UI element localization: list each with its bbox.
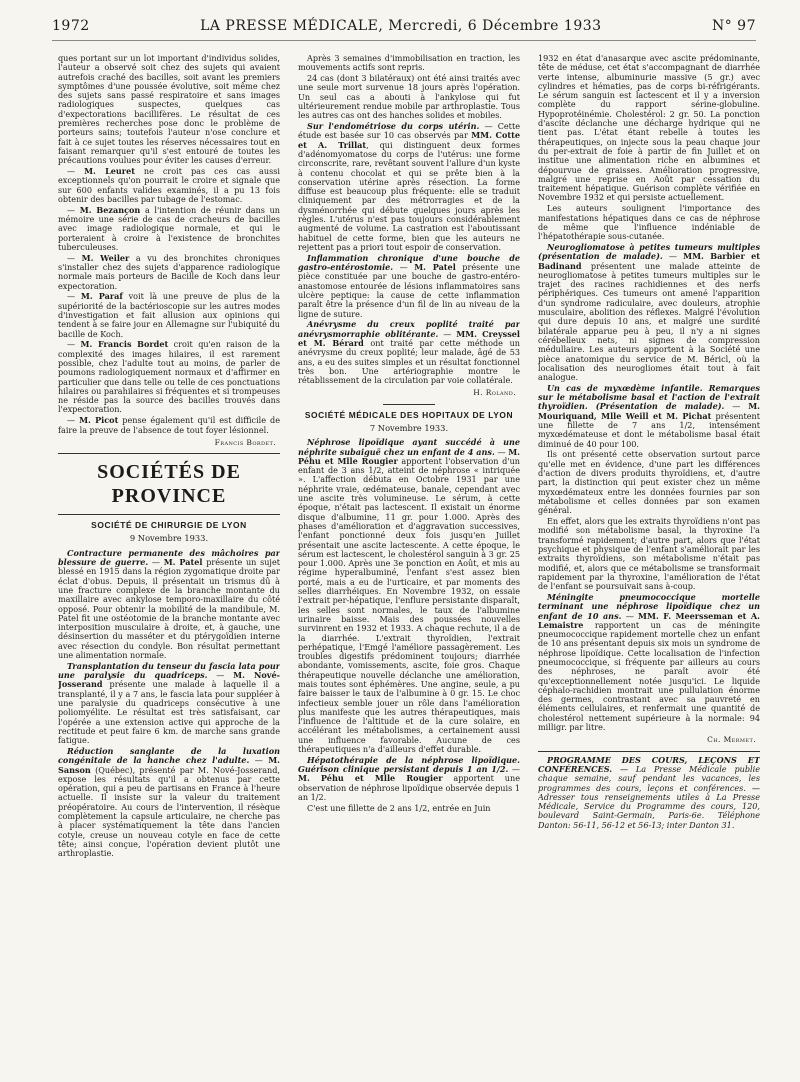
journal-title-line: [200, 18, 601, 34]
issue-date: Mercredi, 6 Décembre 1933: [388, 18, 602, 34]
paragraph: — M. Bezançon a l'intention de réunir dans un mémoire une série de cas de cracheurs de bacilles avec image radiologique normale, et qui le porteraient à croire à l'existence de bronchites tuberculeuses.: [58, 204, 280, 252]
section-rule: [58, 514, 280, 515]
section-rule: [58, 453, 280, 454]
issue-number: N° 97: [711, 18, 756, 34]
paragraph: — M. Leuret ne croit pas ces cas aussi exceptionnels qu'on pourrait le croire et signale que sur 600 enfants valides examinés, il a pu 13 fois obtenir des bacilles par tubage de l'estomac.: [58, 166, 280, 204]
column-1: [58, 54, 280, 1074]
article-entry: Neurogliomatose à petites tumeurs multiples (présentation de malade). — MM. Barbier et Badinand présentent une malade atteinte de neurogliomatose à petites tumeurs multiples sur le trajet des racines rachidiennes et des nerfs périphériques. Ces tumeurs ont amené l'apparition d'un syndrome radiculaire, avec douleurs, atrophie musculaire, abolition des réflexes. Malgré l'évolution qui dure depuis 10 ans, et malgré une surdité bilatérale apparue peu à peu, il n'y a ni signes cérébelleux nets, ni signes de compression médullaire. Les auteurs apportent à la Société une pièce anatomique du service de M. Béricl, où la localisation des neurogliomes était tout à fait analogue.: [538, 241, 760, 383]
article-entry: Anévrysme du creux poplité traité par anévrysmorraphie oblitérante. — MM. Creyssel et M. Bérard ont traité par cette méthode un anévrysme du creux poplité; leur malade, âgé de 53 ans, a eu des suites simples et un résultat fonctionnel très bon. Une artériographie montre le rétablissement de la circulation par voie collatérale.: [298, 319, 520, 386]
page-header: [52, 18, 756, 41]
article-entry: Hépatothérapie de la néphrose lipoïdique. Guérison clinique persistant depuis 1 an 1/2. — M. Péhu et Mlle Rougier apportent une observation de néphrose lipoïdique observée depuis 1 an 1/2.: [298, 754, 520, 803]
journal-title: LA PRESSE MÉDICALE,: [200, 18, 384, 34]
paragraph: Ils ont présenté cette observation surtout parce qu'elle met en évidence, d'une part les différences d'action de divers produits thyroïdiens, et, d'autre part, la distinction qui peut exister chez un même myxœdémateux entre les données fournies par son métabolisme et celles données par son examen général.: [538, 449, 760, 516]
page-number: 1972: [52, 18, 90, 34]
paragraph: Après 3 semaines d'immobilisation en traction, les mouvements actifs sont repris.: [298, 54, 520, 73]
article-entry: Inflammation chronique d'une bouche de gastro-entérostomie. — M. Patel présente une pièce constituée par une bouche de gastro-entéro-anastomose entourée de lésions inflammatoires sans ulcère peptique: la cause de cette inflammation paraît être la présence d'un fil de lin au niveau de la ligne de suture.: [298, 252, 520, 319]
column-3: [538, 54, 760, 1074]
article-entry: Sur l'endométriose du corps utérin. — Cette étude est basée sur 10 cas observés par MM. Cotte et A. Trillat, qui distinguent deux formes d'adénomyomatose du corps de l'utérus: une forme circonscrite, rare, revêtant souvent l'allure d'un kyste à contenu chocolat et qui se prête bien à la conservation utérine après résection. La forme diffuse est beaucoup plus fréquente: elle se traduit cliniquement par des métrorragies et de la dysménorrhée qui débute quelques jours après les règles. L'utérus n'est pas toujours considérablement augmenté de volume. La castration est l'aboutissant habituel de cette forme, bien que les auteurs ne rejettent pas a priori tout espoir de conservation.: [298, 121, 520, 252]
program-notice-text: PROGRAMME DES COURS, LEÇONS ET CONFÉRENCES. — La Presse Médicale publie chaque semaine, sauf pendant les vacances, les programmes des cours, leçons et conférences. — Adresser tous renseignements utiles à La Presse Médicale, Service du Programme des cours, 120, boulevard Saint-Germain, Paris-6e. Téléphone Danton: 56-11, 56-12 et 56-13; inter Danton 31.: [538, 754, 760, 830]
paragraph: Les auteurs soulignent l'importance des manifestations hépatiques dans ce cas de néphrose de même que l'influence indéniable de l'hépatothérapie sous-cutanée.: [538, 203, 760, 242]
paragraph: C'est une fillette de 2 ans 1/2, entrée en Juin: [307, 802, 491, 813]
paragraph: 24 cas (dont 3 bilatéraux) ont été ainsi traités avec une seule mort survenue 18 jours après l'opération. Un seul cas a abouti à l'ankylose qui fut ultérieurement rendue mobile par arthroplastie. Tous les autres cas ont des hanches solides et mobiles.: [298, 73, 520, 121]
session-date: 9 Novembre 1933.: [129, 533, 209, 544]
article-entry: Méningite pneumococcique mortelle terminant une néphrose lipoïdique chez un enfant de 10 ans. — MM. F. Meersseman et A. Lemaistre rapportent un cas de méningite pneumococcique rapidement mortelle chez un enfant de 10 ans présentant depuis six mois un syndrome de néphrose lipoïdique. Cette localisation de l'infection pneumococcique, si fréquente par ailleurs au cours des néphroses, ne paraît avoir été qu'exceptionnellement notée jusqu'ici. Le liquide céphalo-rachidien montrait une pullulation énorme des germes, contrastant avec sa pauvreté en éléments cellulaires, et renfermait une quantité de cholestérol nettement supérieure à la normale: 94 milligr. par litre.: [538, 591, 760, 733]
program-notice: [538, 751, 760, 830]
session-date: 7 Novembre 1933.: [369, 422, 449, 433]
column-2: [298, 54, 520, 1074]
paragraph: — M. Francis Bordet croit qu'en raison de la complexité des images hilaires, il est rarement possible, chez l'adulte tout au moins, de parler de poumons radiologiquement normaux et d'affirmer en particulier que dans telle ou telle de ces ponctuations hilaires ou parahilaires si fréquentes et si trompeuses ne réside pas la source des bacilles trouvés dans l'expectoration.: [58, 339, 280, 415]
paragraph: En effet, alors que les extraits thyroïdiens n'ont pas modifié son métabolisme basal, la thyroxine l'a transformé rapidement; d'autre part, alors que l'état psychique et physique de l'enfant s'améliorait par les extraits thyroïdiens, son métabolisme n'était pas modifié, et, alors que ce métabolisme se transformait rapidement par la thyroxine, l'amélioration de l'état de l'enfant se poursuivait sans à-coup.: [538, 516, 760, 592]
paragraph: 1932 en état d'anasarque avec ascite prédominante, tête de méduse, cet état s'accompagnant de diarrhée verte intense, albuminurie massive (5 gr.) avec cylindres et hématies, pas de corps bi-réfrigérants. Le sérum sanguin est lactescent et il y a inversion complète du rapport sérine-globuline. Hypoprotéinémie. Cholestérol: 2 gr. 50. La ponction d'ascite déclanche une décharge hydrique qui ne tient pas. L'état étant rebelle à toutes les thérapeutiques, on injecte sous la peau chaque jour du per-extrait de foie à partir de fin Juillet et on institue une alimentation riche en albumines et dépourvue de graisses. Amélioration progressive, malgré une reprise en Août par cessation du traitement hépatique. Guérison complète vérifiée en Novembre 1932 et qui persiste actuellement.: [538, 54, 760, 203]
section-heading: SOCIÉTÉS DE PROVINCE: [97, 461, 241, 508]
paragraph: — M. Paraf voit là une preuve de plus de la supériorité de la bactérioscopie sur les autres modes d'investigation et fait allusion aux opinions qui tendent à se faire jour en Allemagne sur l'ubiquité du bacille de Koch.: [58, 291, 280, 339]
article-entry: Contracture permanente des mâchoires par blessure de guerre. — M. Patel présente un sujet blessé en 1915 dans la région zygomatique droite par éclat d'obus. Depuis, il présentait un trismus dû à une fracture complexe de la branche montante du maxillaire avec ankylose temporo-maxillaire du côté opposé. Pour obtenir la mobilité de la mandibule, M. Patel fit une ostéotomie de la branche montante avec interposition musculaire à droite, et, à gauche, une désinsertion du masséter et du ptérygoïdien interne avec résection du condyle. Bon résultat permettant une alimentation normale.: [58, 547, 280, 661]
article-entry: Transplantation du tenseur du fascia lata pour une paralysie du quadriceps. — M. Nové-Josserand présente une malade à laquelle il a transplanté, il y a 7 ans, le fascia lata pour suppléer à une paralysie du quadriceps consécutive à une poliomyélite. Le résultat est très satisfaisant, car l'opérée a une extension active qui approche de la rectitude et peut faire 6 km. de marche sans grande fatigue.: [58, 660, 280, 746]
article-entry: Réduction sanglante de la luxation congénitale de la hanche chez l'adulte. — M. Sanson (Québec), présenté par M. Nové-Josserand, expose les résultats qu'il a obtenus par cette opération, qui a peu de partisans en France à l'heure actuelle. Il insiste sur la valeur du traitement préopératoire. Au cours de l'intervention, il résèque complètement la capsule articulaire, ne cherche pas à placer systématiquement la tête dans l'ancien cotyle, creuse un nouveau cotyle en face de cette tête; ainsi conçue, l'opération devient plutôt une arthroplastie.: [58, 746, 280, 859]
author-signature: H. Roland.: [473, 388, 516, 398]
article-entry: Néphrose lipoïdique ayant succédé à une néphrite subaiguë chez un enfant de 4 ans. — M. Péhu et Mlle Rougier apportent l'observation d'un enfant de 3 ans 1/2, atteint de néphrose « intriquée ». L'affection débuta en Octobre 1931 par une néphrite vraie, œdémateuse, banale, cependant avec une ascite très volumineuse. Le sérum, à cette époque, n'était pas lactescent. Il existait un énorme disque d'albumine, 11 gr. pour 1.000. Après des phases d'amélioration et d'aggravation successives, l'enfant ponctionné deux fois jusqu'en Juillet présentait une ascite lactescente. A cette époque, le sérum est lactescent, le cholestérol sanguin à 3 gr. 25 pour 1.000. Après une 3e ponction en Août, et mis au régime hyperalbuminé, l'enfant s'est assez bien porté, mais a eu de l'urticaire, et par moments des selles diarrhéiques. En Novembre 1932, on essaie l'extrait per-hépatique, l'enflure persistante disparaît, les selles sont normales, le taux de l'albumine urinaire baisse. Mais des poussées nouvelles survinrent en 1932 et 1933. A chaque rechute, il a de la diarrhée. L'extrait thyroïdien, l'extrait perhépatique, l'Emgé l'améliore passagèrement. Les troubles digestifs prédominent toujours; diarrhée abondante, vomissements, ascite, foie gros. Chaque thérapeutique nouvelle déclanche une amélioration, mais toutes sont éphémères. Une angine, seule, a pu faire baisser le taux de l'albumine à 0 gr. 15. Le choc infectieux semble jouer un rôle dans l'amélioration plus manifeste que les autres thérapeutiques, mais l'influence de l'altitude et de la cure solaire, en accélérant les métabolismes, a certainement aussi une influence favorable. Aucune de ces thérapeutiques n'a d'ailleurs d'effet durable.: [298, 437, 520, 755]
author-signature: Francis Bordet.: [214, 437, 276, 447]
author-signature: Ch. Mermet.: [707, 735, 756, 745]
paragraph: ques portant sur un lot important d'individus solides, l'auteur a observé soit chez des sujets qui avaient autrefois craché des bacilles, soit avant les premiers symptômes d'une poussée évolutive, soit même chez des sujets sans passé respiratoire et sans images radiologiques suspectes, quelques cas d'expectorations bacillifères. Le résultat de ces premières recherches pose donc le problème de porteurs sains; toutefois l'auteur n'ose conclure et fait à ce sujet toutes les réserves nécessaires tout en faisant remarquer qu'il s'est entouré de toutes les précautions voulues pour éviter les causes d'erreur.: [58, 54, 280, 166]
paragraph: — M. Weiler a vu des bronchites chroniques s'installer chez des sujets d'apparence radiologique normale mais porteurs de Bacille de Koch dans leur expectoration.: [58, 252, 280, 291]
paragraph: — M. Picot pense également qu'il est difficile de faire la preuve de l'absence de tout foyer lésionnel.: [58, 415, 280, 435]
article-entry: Un cas de myxœdème infantile. Remarques sur le métabolisme basal et l'action de l'extrait thyroïdien. (Présentation de malade). — M. Mouriquand, Mlle Weill et M. Pichat présentent une fillette de 7 ans 1/2, intensément myxœdémateuse et dont le métabolisme basal était diminué de 40 pour 100.: [538, 382, 760, 449]
society-heading: SOCIÉTÉ MÉDICALE DES HOPITAUX DE LYON: [304, 409, 514, 420]
section-rule: [383, 404, 435, 405]
society-heading: SOCIÉTÉ DE CHIRURGIE DE LYON: [91, 520, 247, 531]
